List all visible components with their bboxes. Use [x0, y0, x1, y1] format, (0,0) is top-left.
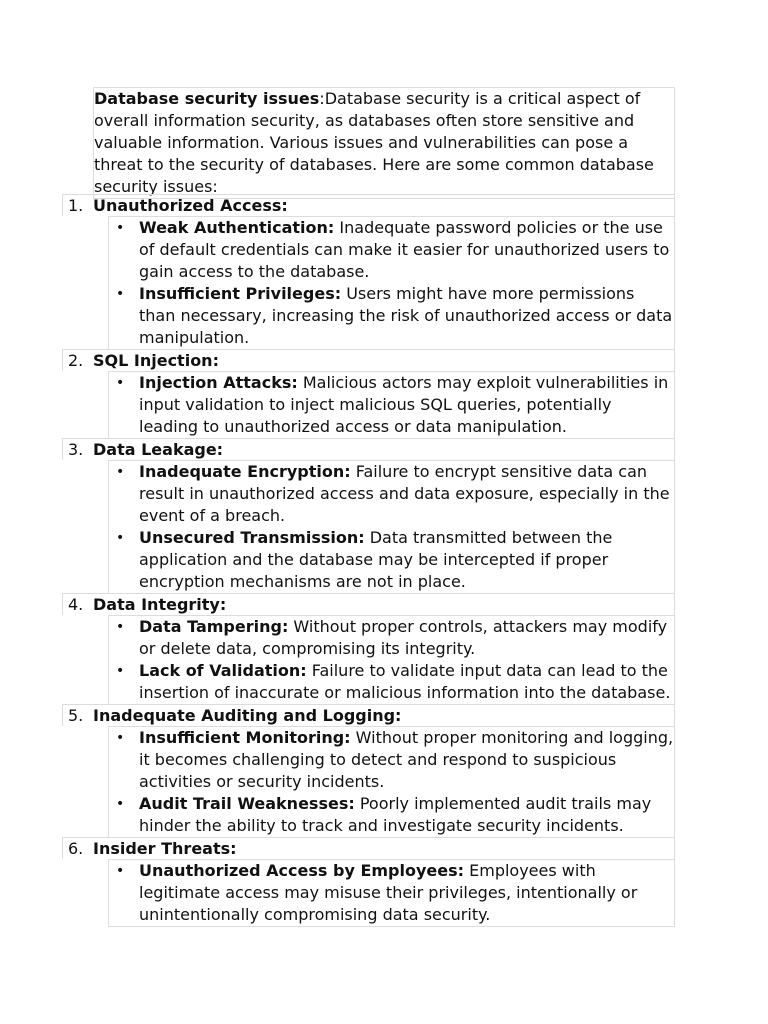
intro-title: Database security issues — [94, 89, 320, 108]
section-number: 5. — [68, 706, 84, 725]
bullet-icon: • — [116, 619, 125, 635]
list-item — [109, 860, 674, 926]
bullet-icon: • — [116, 530, 125, 546]
item-text: Failure to validate input data can lead to the insertion of inaccurate or malicious information into the database. — [139, 661, 671, 702]
section-number: 3. — [68, 440, 84, 459]
section-items — [108, 726, 675, 837]
section-items — [108, 460, 675, 593]
item-text: Without proper monitoring and logging, it becomes challenging to detect and respond to suspicious activities or security incidents. — [139, 728, 674, 791]
section-title: Insider Threats: — [93, 839, 237, 858]
item-label: Audit Trail Weaknesses: — [139, 794, 355, 813]
item-label: Inadequate Encryption: — [139, 462, 351, 481]
divider — [108, 926, 675, 927]
section-heading — [62, 837, 675, 859]
section-title: Unauthorized Access: — [93, 196, 288, 215]
bullet-icon: • — [116, 730, 125, 746]
section-heading — [62, 194, 675, 216]
section-title: Data Leakage: — [93, 440, 224, 459]
section-heading — [62, 593, 675, 615]
list-item — [109, 660, 674, 704]
item-label: Data Tampering: — [139, 617, 289, 636]
section-heading — [62, 438, 675, 460]
section-number: 2. — [68, 351, 84, 370]
section-heading — [62, 349, 675, 371]
bullet-icon: • — [116, 663, 125, 679]
section-number: 1. — [68, 196, 84, 215]
list-item — [109, 727, 674, 793]
item-text: Inadequate password policies or the use of default credentials can make it easier for unauthorized users to gain access to the database. — [139, 218, 670, 281]
intro-text: :Database security is a critical aspect of overall information security, as databases often store sensitive and valuable information. Various issues and vulnerabilities can pose a threat to the security of databases. Here are some common database security issues: — [94, 89, 654, 196]
item-label: Injection Attacks: — [139, 373, 298, 392]
item-label: Lack of Validation: — [139, 661, 307, 680]
item-label: Insufficient Privileges: — [139, 284, 342, 303]
bullet-icon: • — [116, 863, 125, 879]
item-label: Unsecured Transmission: — [139, 528, 365, 547]
item-text: Without proper controls, attackers may modify or delete data, compromising its integrity. — [139, 617, 668, 658]
section-heading — [62, 704, 675, 726]
bullet-icon: • — [116, 286, 125, 302]
item-text: Employees with legitimate access may misuse their privileges, intentionally or unintentionally compromising data security. — [139, 861, 638, 924]
section-items — [108, 615, 675, 704]
section-number: 4. — [68, 595, 84, 614]
list-item — [109, 283, 674, 349]
bullet-icon: • — [116, 464, 125, 480]
section-title: Inadequate Auditing and Logging: — [93, 706, 402, 725]
section-title: SQL Injection: — [93, 351, 219, 370]
list-item — [109, 372, 674, 438]
section-number: 6. — [68, 839, 84, 858]
item-text: Failure to encrypt sensitive data can result in unauthorized access and data exposure, especially in the event of a breach. — [139, 462, 670, 525]
list-item — [109, 616, 674, 660]
item-text: Poorly implemented audit trails may hinder the ability to track and investigate security incidents. — [139, 794, 652, 835]
issues-list — [0, 194, 768, 927]
item-label: Unauthorized Access by Employees: — [139, 861, 465, 880]
intro-paragraph — [93, 87, 675, 199]
item-label: Insufficient Monitoring: — [139, 728, 351, 747]
list-item — [109, 461, 674, 527]
section-items — [108, 859, 675, 926]
item-label: Weak Authentication: — [139, 218, 335, 237]
item-text: Malicious actors may exploit vulnerabilities in input validation to inject malicious SQL queries, potentially leading to unauthorized access or data manipulation. — [139, 373, 669, 436]
section-items — [108, 371, 675, 438]
bullet-icon: • — [116, 796, 125, 812]
item-text: Data transmitted between the application and the database may be intercepted if proper encryption mechanisms are not in place. — [139, 528, 613, 591]
section-title: Data Integrity: — [93, 595, 227, 614]
bullet-icon: • — [116, 375, 125, 391]
list-item — [109, 217, 674, 283]
bullet-icon: • — [116, 220, 125, 236]
item-text: Users might have more permissions than necessary, increasing the risk of unauthorized access or data manipulation. — [139, 284, 673, 347]
list-item — [109, 527, 674, 593]
section-items — [108, 216, 675, 349]
list-item — [109, 793, 674, 837]
